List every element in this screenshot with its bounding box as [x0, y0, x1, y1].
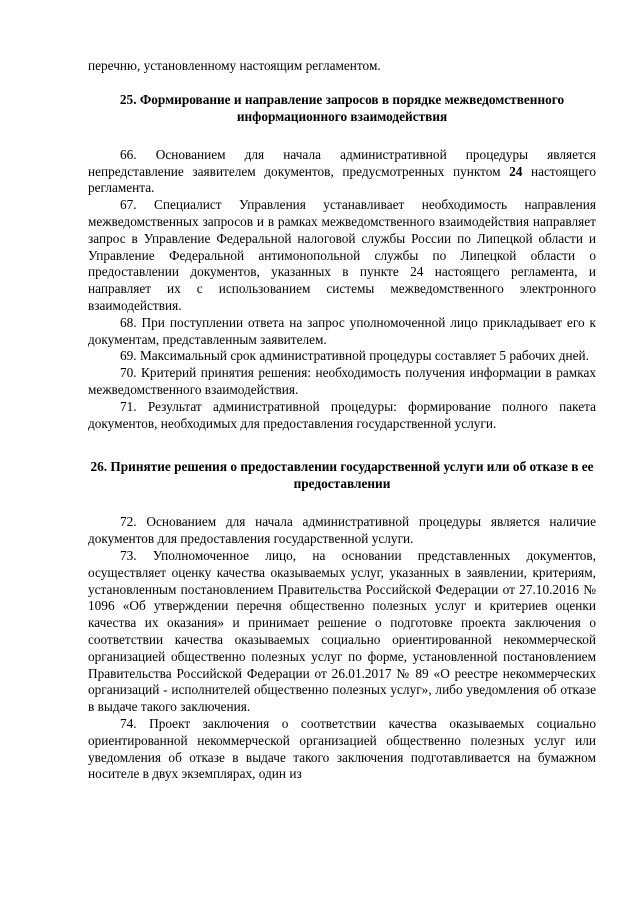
- paragraph-72: 72. Основанием для начала административной процедуры является наличие документов для предоставления государственной услуги.: [88, 514, 596, 547]
- paragraph-66: [88, 147, 596, 197]
- paragraph-66-bold-reference: 24: [509, 163, 523, 179]
- document-page: [88, 58, 596, 783]
- paragraph-73: 73. Уполномоченное лицо, на основании представленных документов, осуществляет оценку качества оказываемых услуг, указанных в заявлении, критериям, установленным постановлением Правительства Российской Федерации от 27.10.2016 № 1096 «Об утверждении перечня общественно полезных услуг и критериев оценки качества их оказания» и принимает решение о подготовке проекта заключения о соответствии качества оказываемых социально ориентированной некоммерческой организацией общественно полезных услуг по форме, установленной постановлением Правительства Российской Федерации от 26.01.2017 № 89 «О реестре некоммерческих организаций - исполнителей общественно полезных услуг», либо уведомления об отказе в выдаче такого заключения.: [88, 547, 596, 715]
- paragraph-66-end: настоящего регламента.: [88, 163, 596, 196]
- paragraph-74: 74. Проект заключения о соответствии качества оказываемых социально ориентированной некоммерческой организацией общественно полезных услуг или уведомления об отказе в выдаче такого заключения подготавливается на бумажном носителе в двух экземплярах, один из: [88, 715, 596, 782]
- paragraph-70: 70. Критерий принятия решения: необходимость получения информации в рамках межведомственного взаимодействия.: [88, 365, 596, 397]
- paragraph-68: 68. При поступлении ответа на запрос уполномоченной лицо прикладывает его к документам, представленным заявителем.: [88, 314, 596, 347]
- paragraph-66-start: 66. Основанием для начала административной процедуры является непредставление заявителем документов, предусмотренных пунктом: [88, 146, 596, 179]
- intro-paragraph: перечню, установленному настоящим регламентом.: [88, 58, 381, 73]
- paragraph-69: 69. Максимальный срок административной процедуры составляет 5 рабочих дней.: [120, 348, 589, 364]
- section-25-heading: 25. Формирование и направление запросов в порядке межведомственного информационного взаимодействия: [119, 91, 565, 124]
- paragraph-71: 71. Результат административной процедуры: формирование полного пакета документов, необходимых для предоставления государственной услуги.: [88, 398, 596, 431]
- section-26-heading: 26. Принятие решения о предоставлении государственной услуги или об отказе в ее предоставлении: [90, 459, 594, 492]
- paragraph-67: 67. Специалист Управления устанавливает необходимость направления межведомственных запросов и в рамках межведомственного взаимодействия направляет запрос в Управление Федеральной налоговой службы России по Липецкой области и Управление Федеральной антимонопольной службы по Липецкой области о предоставлении документов, указанных в пункте 24 настоящего регламента, и направляет их с использованием системы межведомственного электронного взаимодействия.: [88, 197, 596, 313]
